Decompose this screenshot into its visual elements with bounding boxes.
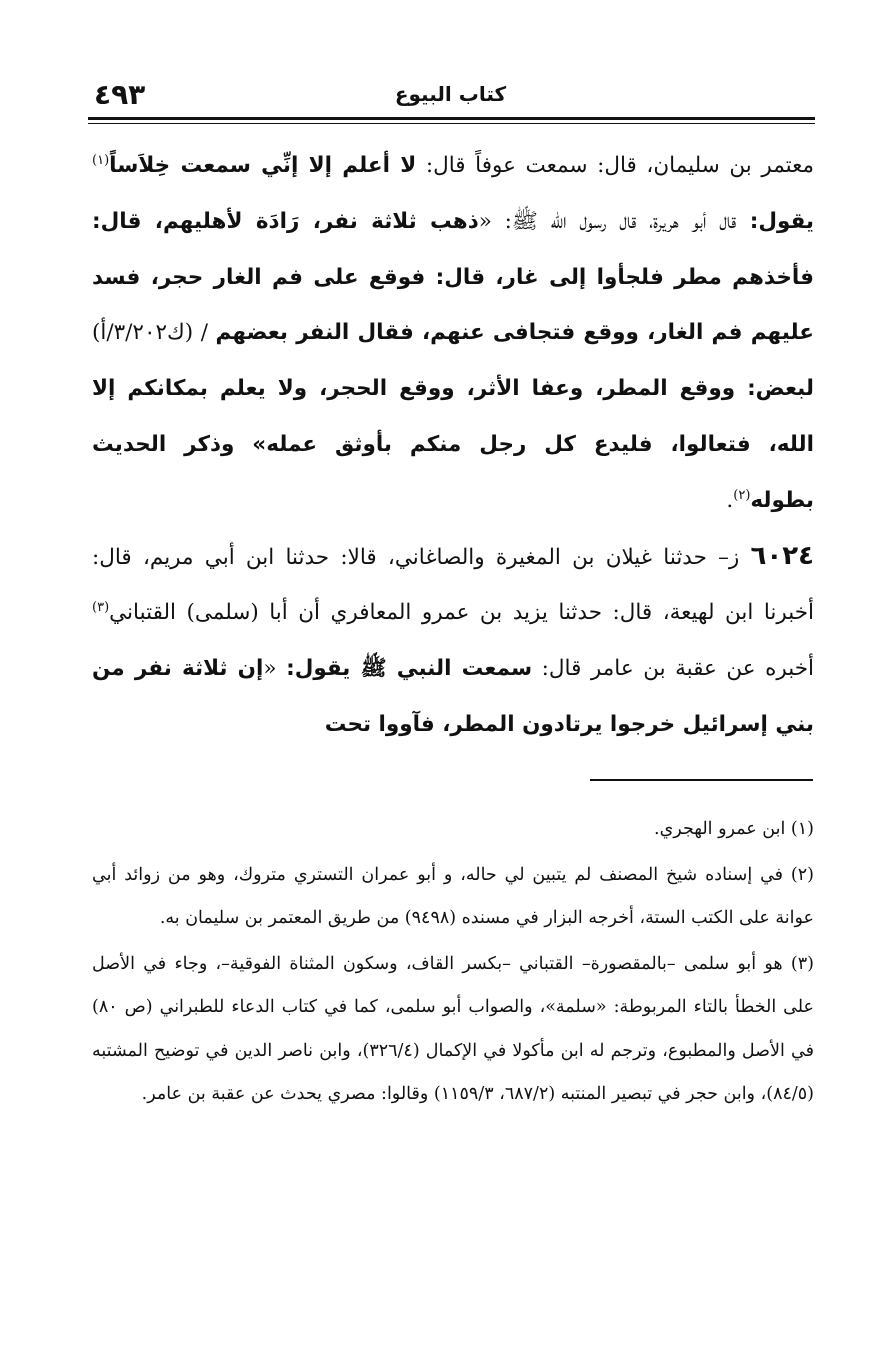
header-rule-thick <box>88 117 815 120</box>
text-segment: . <box>726 487 734 513</box>
paragraph-hadith-continuation <box>92 138 814 529</box>
header-rule-thin <box>88 123 815 124</box>
running-title: كتاب البيوع <box>394 82 507 106</box>
manuscript-reference: / (ك٣/٢٠٢/أ) <box>92 320 216 346</box>
footnotes <box>92 808 814 1119</box>
footnote-separator <box>590 779 813 781</box>
text-segment: ز– حدثنا غيلان بن المغيرة والصاغاني، قالا: حدثنا ابن أبي مريم، قال: أخبرنا ابن لهيعة، قال: حدثنا يزيد بن عمرو المعافري أن أبا (سلمى) القتباني <box>92 544 814 626</box>
hadith-matn-bold: ذهب ثلاثة نفر، رَادَة لأهليهم، قال: فأخذهم مطر فلجأوا إلى غار، قال: فوقع على فم الغار حجر، فسد عليهم فم الغار، ووقع فتجافى عنهم، فقال النفر بعضهم <box>92 208 814 346</box>
footnote-1: (١) ابن عمرو الهجري. <box>654 819 814 839</box>
bold-text-segment: لا أعلم إلا إنِّي سمعت خِلاَساً <box>109 153 417 178</box>
text-segment: معتمر بن سليمان، قال: سمعت عوفاً قال: <box>416 153 814 178</box>
text-segment: قال أبو هريرة، قال رسول الله ﷺ: « <box>478 208 737 234</box>
page-number: ٤٩٣ <box>94 78 146 111</box>
footnote-3: (٣) هو أبو سلمى –بالمقصورة– القتباني –بكسر القاف، وسكون المثناة الفوقية–، وجاء في الأصل على الخطأ بالتاء المربوطة: «سلمة»، والصواب أبو سلمى، كما في كتاب الدعاء للطبراني (ص ٨٠) في الأصل والمطبوع، وترجم له ابن مأكولا في الإكمال (٣٢٦/٤)، وابن ناصر الدين في توضيح المشتبه (٨٤/٥)، وابن حجر في تبصير المنتبه (٦٨٧/٢، ١١٥٩/٣) وقالوا: مصري يحدث عن عقبة بن عامر. <box>92 953 814 1104</box>
footnote-marker: (٢) <box>733 487 751 503</box>
hadith-matn-bold: إن ثلاثة نفر من بني إسرائيل خرجوا يرتادون المطر، فآووا تحت <box>92 656 814 737</box>
footnote-marker: (١) <box>92 152 110 168</box>
hadith-matn-bold: لبعض: ووقع المطر، وعفا الأثر، ووقع الحجر، ولا يعلم بمكانكم إلا الله، فتعالوا، فليدع كل رجل منكم بأوثق عمله <box>92 376 814 457</box>
text-segment: « <box>263 656 287 682</box>
main-text <box>92 138 814 753</box>
bold-text-segment: » وذكر الحديث بطوله <box>92 431 814 513</box>
bold-text-segment: سمعت النبي ﷺ يقول: <box>286 656 533 682</box>
footnote-2: (٢) في إسناده شيخ المصنف لم يتبين لي حاله، و أبو عمران التستري متروك، وهو من زوائد أبي عوانة على الكتب الستة، أخرجه البزار في مسنده (٩٤٩٨) من طريق المعتمر بن سليمان به. <box>92 864 814 928</box>
hadith-number: ٦٠٢٤ <box>750 540 814 571</box>
page-header <box>88 78 813 122</box>
paragraph-hadith-6024 <box>92 529 814 753</box>
bold-text-segment: يقول: <box>736 208 814 234</box>
footnote-marker: (٣) <box>92 600 110 616</box>
text-segment: أخبره عن عقبة بن عامر قال: <box>532 656 814 682</box>
